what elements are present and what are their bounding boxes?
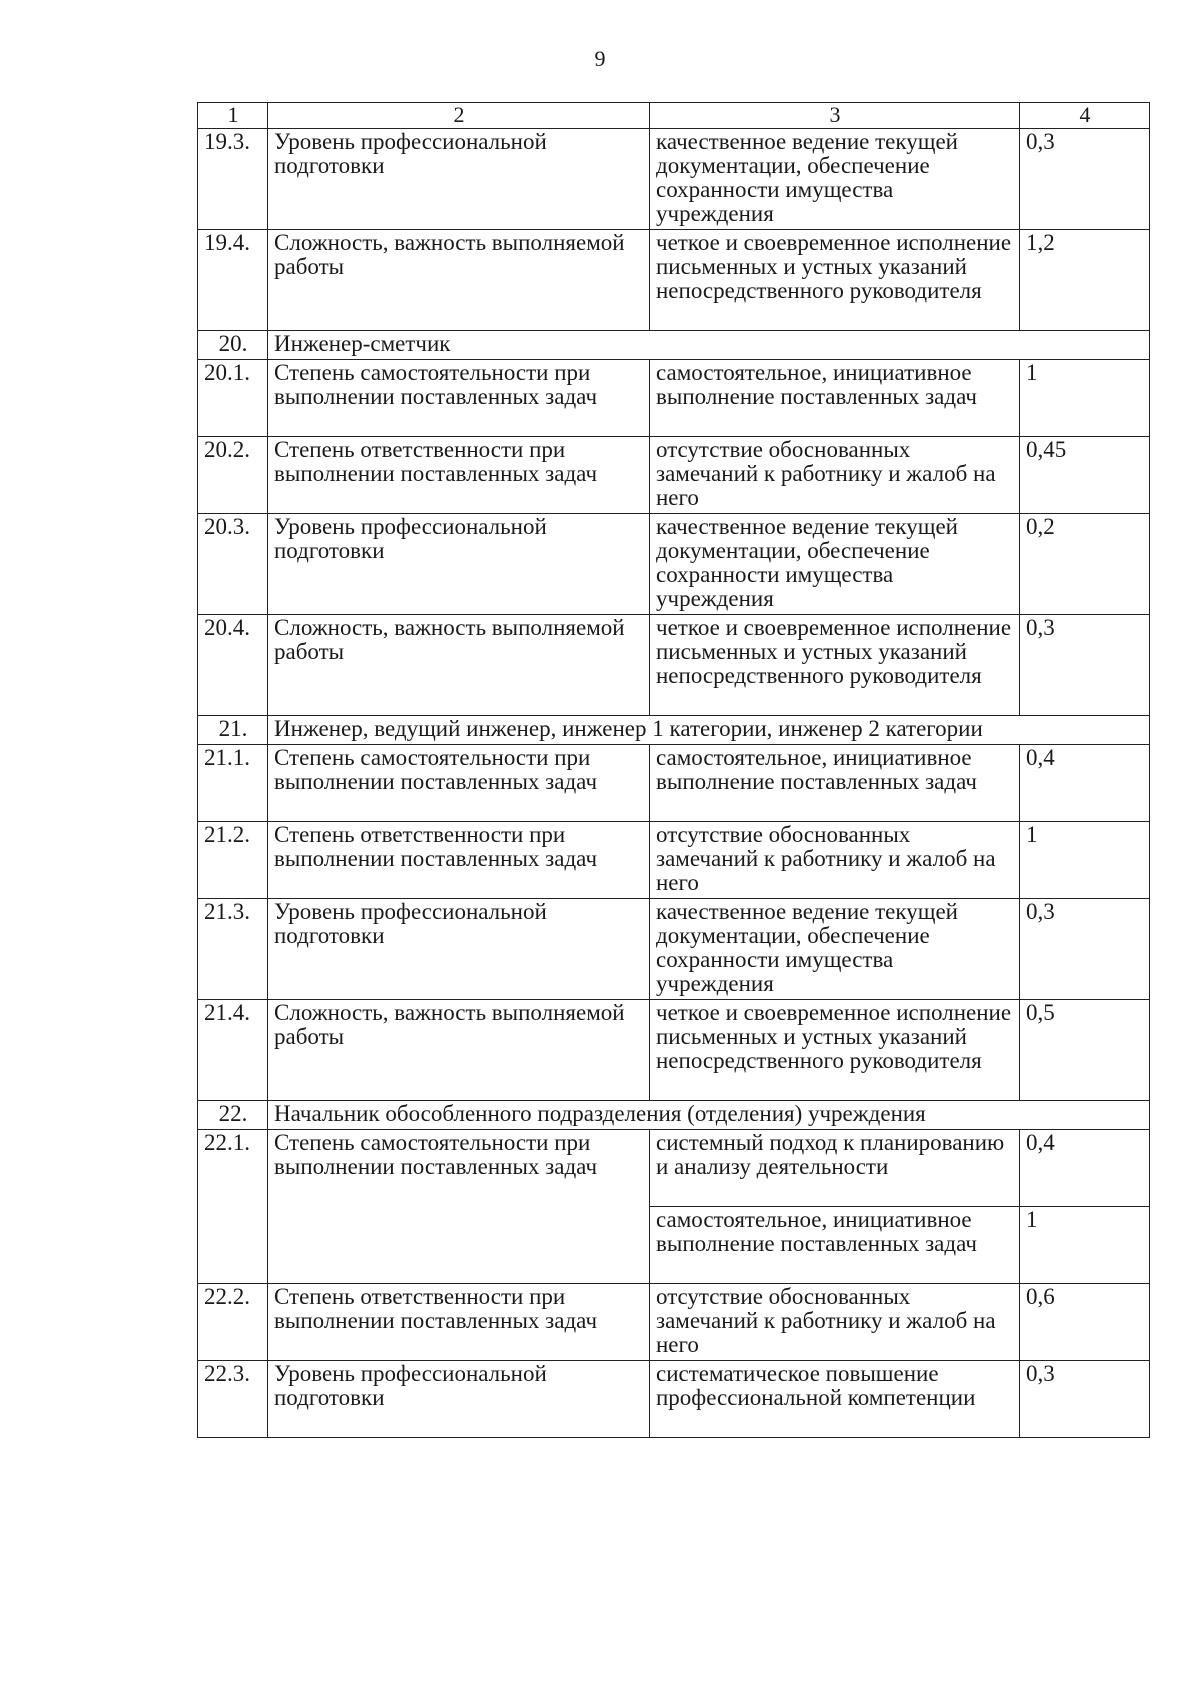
indicator: отсутствие обоснованных замечаний к работнику и жалоб на него: [650, 1284, 1020, 1361]
criterion: Сложность, важность выполняемой работы: [268, 1000, 650, 1101]
table-row: [198, 899, 1150, 1000]
indicator: отсутствие обоснованных замечаний к работнику и жалоб на него: [650, 822, 1020, 899]
indicator: самостоятельное, инициативное выполнение поставленных задач: [650, 745, 1020, 822]
indicator: самостоятельное, инициативное выполнение поставленных задач: [650, 1207, 1020, 1284]
coefficient: 1: [1020, 822, 1150, 899]
header-row: [198, 103, 1150, 129]
row-number: 21.1.: [198, 745, 268, 822]
header-col-1: 1: [198, 103, 268, 129]
indicator: отсутствие обоснованных замечаний к работнику и жалоб на него: [650, 437, 1020, 514]
page-number: 9: [594, 46, 606, 71]
section-row: [198, 1101, 1150, 1130]
coefficient: 0,3: [1020, 129, 1150, 230]
criterion: Степень самостоятельности при выполнении поставленных задач: [268, 745, 650, 822]
table-row: [198, 437, 1150, 514]
header-col-3: 3: [650, 103, 1020, 129]
indicator: четкое и своевременное исполнение письменных и устных указаний непосредственного руководителя: [650, 615, 1020, 716]
coefficient: 0,5: [1020, 1000, 1150, 1101]
table-row: [198, 1130, 1150, 1207]
row-number: 20.2.: [198, 437, 268, 514]
table-row: [198, 615, 1150, 716]
criterion: Уровень профессиональной подготовки: [268, 514, 650, 615]
criterion: Уровень профессиональной подготовки: [268, 899, 650, 1000]
row-number: 22.3.: [198, 1361, 268, 1438]
table-row: [198, 745, 1150, 822]
row-number: 20.4.: [198, 615, 268, 716]
section-title: Инженер, ведущий инженер, инженер 1 категории, инженер 2 категории: [268, 716, 1150, 745]
indicator: качественное ведение текущей документации, обеспечение сохранности имущества учреждения: [650, 129, 1020, 230]
indicator: системный подход к планированию и анализу деятельности: [650, 1130, 1020, 1207]
row-number: 21.3.: [198, 899, 268, 1000]
coefficient: 1: [1020, 360, 1150, 437]
section-number: 21.: [198, 716, 268, 745]
table-row: [198, 1284, 1150, 1361]
criterion: Уровень профессиональной подготовки: [268, 1361, 650, 1438]
criterion: Степень ответственности при выполнении поставленных задач: [268, 437, 650, 514]
section-number: 22.: [198, 1101, 268, 1130]
coefficient: 0,2: [1020, 514, 1150, 615]
table-row: [198, 1361, 1150, 1438]
row-number: 21.2.: [198, 822, 268, 899]
criterion: Степень ответственности при выполнении поставленных задач: [268, 1284, 650, 1361]
header-col-4: 4: [1020, 103, 1150, 129]
row-number: 20.1.: [198, 360, 268, 437]
table-row: [198, 822, 1150, 899]
coefficient: 0,4: [1020, 1130, 1150, 1207]
row-number: 22.1.: [198, 1130, 268, 1284]
coefficient: 0,6: [1020, 1284, 1150, 1361]
criterion: Степень самостоятельности при выполнении поставленных задач: [268, 1130, 650, 1284]
coefficient: 0,3: [1020, 899, 1150, 1000]
criteria-table: [197, 102, 1150, 1438]
coefficient: 1: [1020, 1207, 1150, 1284]
criterion: Степень ответственности при выполнении поставленных задач: [268, 822, 650, 899]
coefficient: 1,2: [1020, 230, 1150, 331]
indicator: четкое и своевременное исполнение письменных и устных указаний непосредственного руководителя: [650, 1000, 1020, 1101]
section-title: Начальник обособленного подразделения (отделения) учреждения: [268, 1101, 1150, 1130]
indicator: систематическое повышение профессиональной компетенции: [650, 1361, 1020, 1438]
section-row: [198, 716, 1150, 745]
header-col-2: 2: [268, 103, 650, 129]
table-row: [198, 230, 1150, 331]
table-row: [198, 129, 1150, 230]
coefficient: 0,3: [1020, 615, 1150, 716]
indicator: четкое и своевременное исполнение письменных и устных указаний непосредственного руководителя: [650, 230, 1020, 331]
criterion: Уровень профессиональной подготовки: [268, 129, 650, 230]
indicator: самостоятельное, инициативное выполнение поставленных задач: [650, 360, 1020, 437]
table-row: [198, 360, 1150, 437]
table-row: [198, 514, 1150, 615]
table-row: [198, 1000, 1150, 1101]
row-number: 22.2.: [198, 1284, 268, 1361]
coefficient: 0,45: [1020, 437, 1150, 514]
coefficient: 0,3: [1020, 1361, 1150, 1438]
row-number: 20.3.: [198, 514, 268, 615]
criterion: Сложность, важность выполняемой работы: [268, 615, 650, 716]
indicator: качественное ведение текущей документации, обеспечение сохранности имущества учреждения: [650, 514, 1020, 615]
section-number: 20.: [198, 331, 268, 360]
coefficient: 0,4: [1020, 745, 1150, 822]
indicator: качественное ведение текущей документации, обеспечение сохранности имущества учреждения: [650, 899, 1020, 1000]
section-row: [198, 331, 1150, 360]
row-number: 19.3.: [198, 129, 268, 230]
section-title: Инженер-сметчик: [268, 331, 1150, 360]
criterion: Сложность, важность выполняемой работы: [268, 230, 650, 331]
row-number: 19.4.: [198, 230, 268, 331]
row-number: 21.4.: [198, 1000, 268, 1101]
criterion: Степень самостоятельности при выполнении поставленных задач: [268, 360, 650, 437]
